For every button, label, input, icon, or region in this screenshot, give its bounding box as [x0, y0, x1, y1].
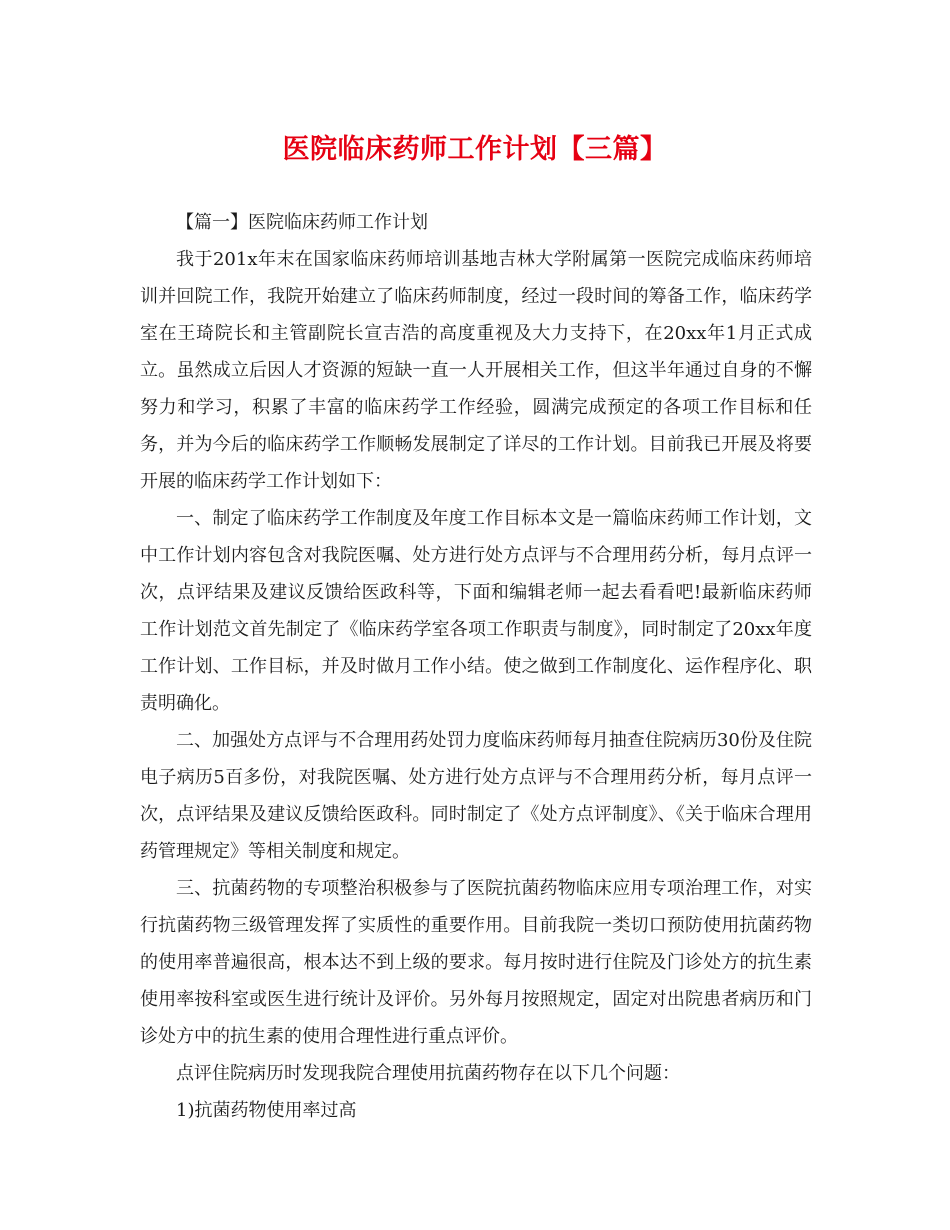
paragraph-issue-1: 1)抗菌药物使用率过高 [176, 1100, 357, 1121]
paragraph-item-1: 一、制定了临床药学工作制度及年度工作目标本文是一篇临床药师工作计划，文中工作计划内容包含对我院医嘱、处方进行处方点评与不合理用药分析，每月点评一次，点评结果及建议反馈给医政科等，下面和编辑老师一起去看看吧!最新临床药师工作计划范文首先制定了《临床药学室各项工作职责与制度》，同时制定了20xx年度工作计划、工作目标，并及时做月工作小结。使之做到工作制度化、运作程序化、职责明确化。 [140, 508, 812, 714]
paragraph-item-3: 三、抗菌药物的专项整治积极参与了医院抗菌药物临床应用专项治理工作，对实行抗菌药物三级管理发挥了实质性的重要作用。目前我院一类切口预防使用抗菌药物的使用率普遍很高，根本达不到上级的要求。每月按时进行住院及门诊处方的抗生素使用率按科室或医生进行统计及评价。另外每月按照规定，固定对出院患者病历和门诊处方中的抗生素的使用合理性进行重点评价。 [140, 878, 812, 1047]
document-body [140, 204, 812, 1129]
section-heading: 【篇一】医院临床药师工作计划 [176, 212, 428, 233]
document-title: 医院临床药师工作计划【三篇】 [282, 134, 668, 165]
paragraph-intro: 我于201x年末在国家临床药师培训基地吉林大学附属第一医院完成临床药师培训并回院工作，我院开始建立了临床药师制度，经过一段时间的筹备工作，临床药学室在王琦院长和主管副院长宣吉浩的高度重视及大力支持下，在20xx年1月正式成立。虽然成立后因人才资源的短缺一直一人开展相关工作，但这半年通过自身的不懈努力和学习，积累了丰富的临床药学工作经验，圆满完成预定的各项工作目标和任务，并为今后的临床药学工作顺畅发展制定了详尽的工作计划。目前我已开展及将要开展的临床药学工作计划如下： [140, 249, 812, 492]
paragraph-item-2: 二、加强处方点评与不合理用药处罚力度临床药师每月抽查住院病历30份及住院电子病历5百多份，对我院医嘱、处方进行处方点评与不合理用药分析，每月点评一次，点评结果及建议反馈给医政科。同时制定了《处方点评制度》、《关于临床合理用药管理规定》等相关制度和规定。 [140, 730, 812, 862]
paragraph-issues-intro: 点评住院病历时发现我院合理使用抗菌药物存在以下几个问题： [176, 1063, 680, 1084]
